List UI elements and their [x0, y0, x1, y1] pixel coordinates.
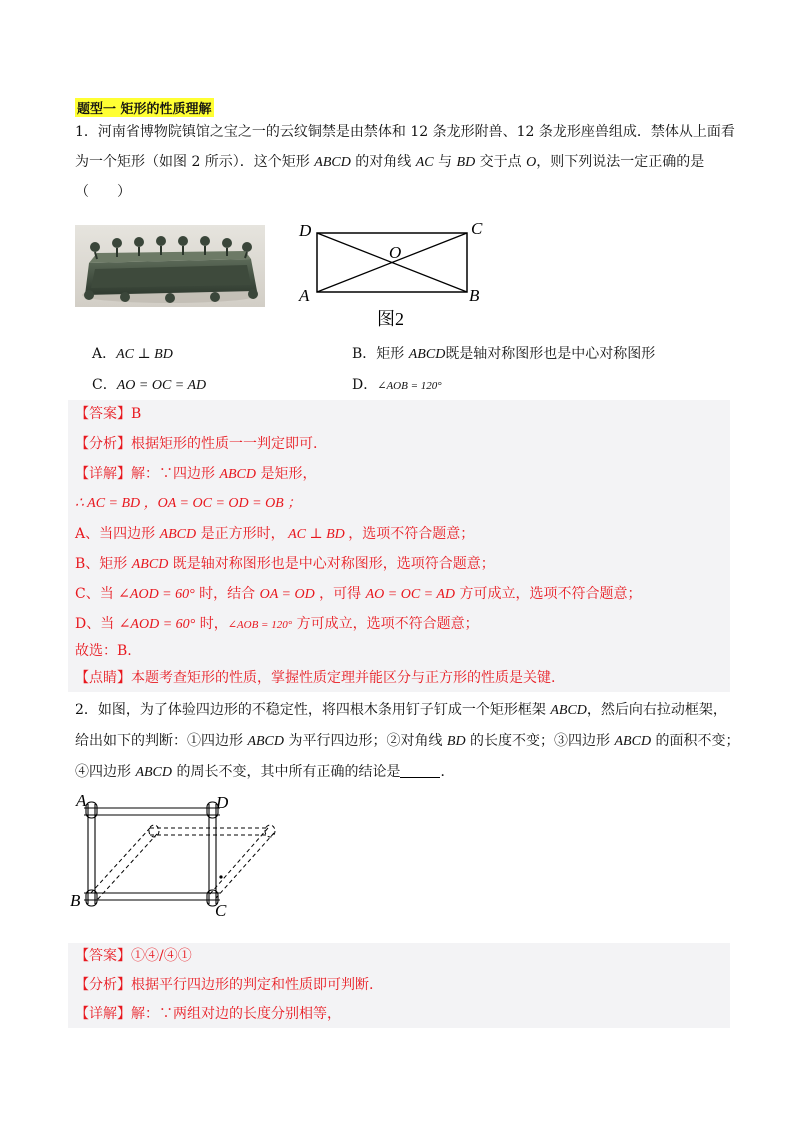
detail-text: D、当 [75, 616, 119, 632]
q2-text: ，然后向右拉动框架， [586, 702, 727, 718]
q1-math: ABCD [314, 155, 351, 170]
label-b: B [469, 286, 480, 305]
q1-detail-1 [75, 464, 316, 485]
comment-text: 本题考查矩形的性质，掌握性质定理并能区分与正方形的性质是关键. [131, 670, 556, 686]
q1-text: 为一个矩形（如图 2 所示）．这个矩形 [75, 154, 315, 170]
option-prefix: A． [92, 346, 117, 362]
q1-stem-line1: 1．河南省博物院镇馆之宝之一的云纹铜禁是由禁体和 12 条龙形附兽、12 条龙形座兽组成．禁体从上面看 [75, 124, 735, 140]
q1-analysis [75, 434, 317, 454]
detail-math: ABCD [219, 467, 257, 482]
q2-text: 的面积不变； [651, 733, 740, 749]
q2-math: ABCD [614, 734, 652, 749]
detail-text: 方可成立，选项不符合题意； [292, 616, 479, 632]
q1-option-a [92, 344, 173, 365]
q1-answer [75, 404, 141, 424]
q2-text: 为平行四边形；②对角线 [284, 733, 447, 749]
detail-label: 【详解】 [75, 1006, 131, 1022]
detail-text: C、当 [75, 586, 119, 602]
analysis-label: 【分析】 [75, 436, 131, 452]
q1-detail-b [75, 554, 495, 575]
figure-caption: 图2 [377, 309, 404, 329]
detail-label: 【详解】 [75, 466, 131, 482]
q1-math: BD [456, 155, 476, 170]
detail-math: ∠AOD = 60° [118, 587, 195, 602]
label-d: D [299, 221, 312, 240]
q1-detail-d [75, 614, 479, 635]
option-text: 既是轴对称图形也是中心对称图形 [445, 346, 656, 362]
detail-math: ∠AOD = 60° [118, 617, 196, 632]
q1-math: AC [415, 155, 434, 170]
section-heading: 题型一 矩形的性质理解 [75, 98, 214, 117]
q2-text: ④四边形 [75, 764, 136, 780]
option-prefix: D． [352, 377, 378, 393]
answer-value: B [131, 406, 142, 422]
detail-text: B、矩形 [75, 556, 132, 572]
q1-stem-line2 [75, 152, 704, 173]
detail-text: 方可成立，选项不符合题意； [455, 586, 642, 602]
q1-math: O [526, 155, 537, 170]
q1-text: 的对角线 [350, 154, 416, 170]
q1-option-b [352, 344, 655, 365]
bronze-artifact-photo [75, 225, 265, 307]
analysis-text: 根据矩形的性质一一判定即可. [131, 436, 318, 452]
q2-math: ABCD [247, 734, 285, 749]
option-math: AO = OC = AD [116, 378, 207, 393]
q2-detail-1 [75, 1004, 341, 1024]
detail-text: 是正方形时， [196, 526, 285, 542]
detail-text: 时， [195, 616, 228, 632]
q2-analysis [75, 975, 373, 995]
q1-figure-rectangle [290, 215, 500, 335]
analysis-text: 根据平行四边形的判定和性质即可判断. [131, 977, 374, 993]
parallelogram-frame [90, 825, 275, 900]
q1-comment [75, 668, 555, 688]
q2-text: 给出如下的判断：①四边形 [75, 733, 248, 749]
q2-math: ABCD [550, 703, 587, 718]
q2-answer [75, 946, 192, 966]
nail-dot [219, 875, 222, 878]
detail-math: AC ⊥ BD [284, 527, 349, 542]
q2-math: BD [446, 734, 466, 749]
comment-label: 【点睛】 [75, 670, 131, 686]
label-d: D [216, 793, 229, 812]
label-o: O [389, 243, 402, 262]
detail-text: 是矩形， [256, 466, 317, 482]
answer-blank [400, 763, 440, 778]
detail-math: ABCD [131, 557, 169, 572]
detail-math: OA = OD [259, 587, 315, 602]
option-prefix: C． [92, 377, 117, 393]
q1-text: 与 [433, 154, 457, 170]
q1-stem-line3: （ ） [75, 184, 131, 200]
q2-text: 的长度不变；③四边形 [465, 733, 615, 749]
detail-text: A、当四边形 [75, 526, 160, 542]
detail-math: ∠AOB = 120° [227, 619, 293, 631]
q1-option-c [92, 375, 206, 396]
detail-text: ，可得 [314, 586, 366, 602]
q2-text: ． [440, 764, 455, 780]
option-text: 矩形 [376, 346, 409, 362]
q1-detail-c [75, 584, 642, 605]
detail-text: 时，结合 [194, 586, 260, 602]
q1-option-d [352, 375, 442, 396]
detail-text: 解：∵四边形 [131, 466, 220, 482]
q1-text: ，则下列说法一定正确的是 [536, 154, 705, 170]
label-c: C [471, 219, 483, 238]
analysis-label: 【分析】 [75, 977, 131, 993]
q1-detail-2: ∴ AC = BD ，OA = OC = OD = OB ； [75, 496, 302, 511]
option-math: ∠AOB = 120° [377, 380, 442, 392]
q1-text: 交于点 [475, 154, 527, 170]
q2-math: ABCD [135, 765, 173, 780]
q2-stem-line3 [75, 762, 454, 783]
option-math: AC ⊥ BD [116, 347, 173, 362]
answer-value: ①④/④① [131, 948, 192, 964]
detail-text: ，选项不符合题意； [348, 526, 475, 542]
label-c: C [215, 901, 227, 920]
option-prefix: B． [352, 346, 377, 362]
answer-label: 【答案】 [75, 406, 131, 422]
q1-detail-a [75, 524, 474, 545]
q2-figure-frame [70, 790, 290, 920]
q2-stem-line2 [75, 731, 740, 752]
detail-text: 既是轴对称图形也是中心对称图形，选项符合题意； [168, 556, 495, 572]
q2-text: 2．如图，为了体验四边形的不稳定性，将四根木条用钉子钉成一个矩形框架 [75, 702, 551, 718]
detail-text: 解：∵两组对边的长度分别相等， [131, 1006, 341, 1022]
rectangle-frame [84, 802, 220, 906]
answer-label: 【答案】 [75, 948, 131, 964]
label-a: A [299, 286, 310, 305]
q2-text: 的周长不变，其中所有正确的结论是 [172, 764, 401, 780]
q2-stem-line1 [75, 700, 727, 721]
q1-choice: 故选：B. [75, 643, 132, 659]
label-b: B [70, 891, 81, 910]
detail-math: AO = OC = AD [365, 587, 456, 602]
option-math: ABCD [408, 347, 446, 362]
label-a: A [76, 791, 87, 810]
detail-math: ABCD [159, 527, 197, 542]
